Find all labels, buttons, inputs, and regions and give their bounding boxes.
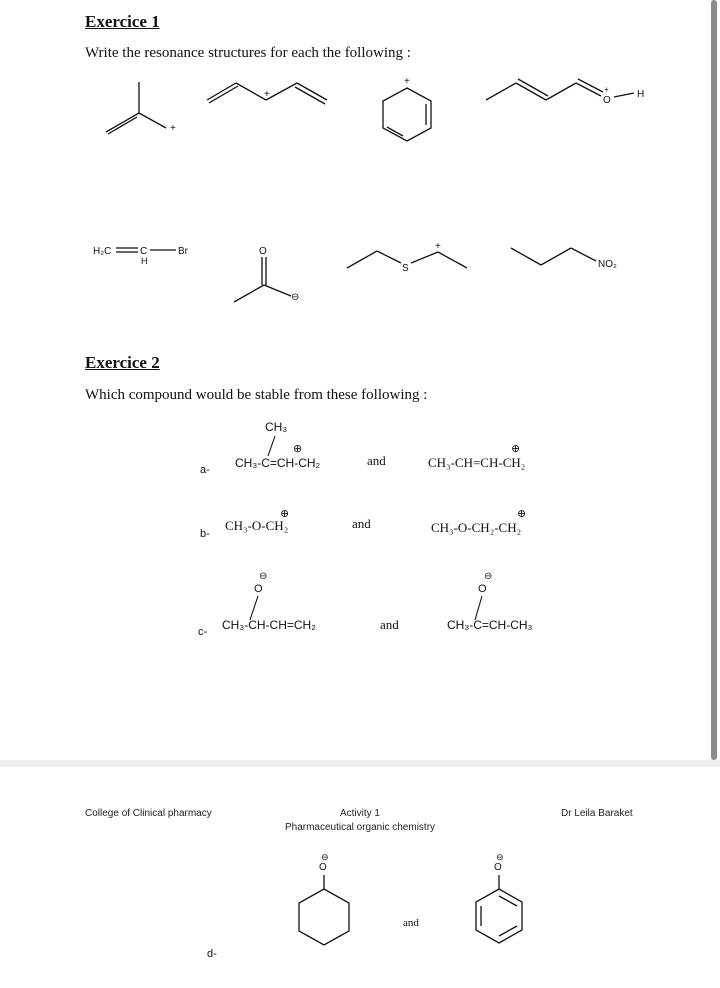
charge-plus: ⊕ bbox=[280, 508, 290, 520]
document-page-2 bbox=[0, 767, 710, 988]
item-letter: d- bbox=[207, 948, 217, 960]
and-word: and bbox=[367, 453, 386, 468]
cyclohexyl-ring bbox=[299, 889, 349, 945]
footer-center-line1: Activity 1 bbox=[339, 808, 380, 819]
nitro-label: NO₂ bbox=[598, 259, 617, 270]
h2c-label: H₂C bbox=[93, 246, 112, 257]
footer-left: College of Clinical pharmacy bbox=[85, 808, 212, 819]
exercise2-instruction: Which compound would be stable from these following : bbox=[85, 387, 428, 403]
page-gap bbox=[0, 760, 720, 767]
charge-minus: ⊖ bbox=[321, 852, 329, 862]
phenyl-ring bbox=[476, 889, 522, 943]
plus-charge: + bbox=[604, 85, 609, 94]
hydrogen-label: H bbox=[637, 89, 645, 100]
methyl-substituent: CH₃ bbox=[265, 420, 288, 434]
item-c-right-compound: CH₃-C=CH-CH₃ bbox=[447, 618, 533, 632]
charge-minus: ⊖ bbox=[496, 852, 504, 862]
footer-right: Dr Leila Baraket bbox=[561, 808, 633, 819]
oxygen-label: O bbox=[319, 862, 327, 873]
plus-charge: + bbox=[435, 241, 441, 252]
charge-plus: ⊕ bbox=[293, 443, 303, 455]
item-b-left-compound: CH₃-O-CH₂ bbox=[225, 518, 289, 533]
footer-center-line2: Pharmaceutical organic chemistry bbox=[284, 822, 436, 833]
hydrogen-label: H bbox=[141, 256, 148, 266]
charge-plus: ⊕ bbox=[517, 508, 527, 520]
minus-charge: ⊖ bbox=[291, 292, 300, 303]
carbon-label: C bbox=[140, 246, 148, 257]
plus-charge: + bbox=[264, 89, 270, 100]
plus-charge: + bbox=[170, 123, 176, 134]
charge-minus: ⊖ bbox=[484, 571, 493, 582]
item-d-structures bbox=[0, 767, 710, 988]
item-letter: b- bbox=[200, 528, 210, 540]
charge-minus: ⊖ bbox=[259, 571, 268, 582]
oxygen-label: O bbox=[259, 246, 267, 257]
oxygen-label: O bbox=[254, 583, 263, 595]
oxygen-label: O bbox=[478, 583, 487, 595]
oxygen-label: O bbox=[494, 862, 502, 873]
item-a-left-compound: CH₃-C=CH-CH₂ bbox=[235, 456, 321, 470]
exercise2-title: Exercice 2 bbox=[85, 353, 160, 372]
item-b-right-compound: CH₃-O-CH₂-CH₂ bbox=[431, 520, 522, 535]
oxygen-label: O bbox=[603, 95, 611, 106]
item-c-left-compound: CH₃-CH-CH=CH₂ bbox=[222, 618, 316, 632]
item-letter: a- bbox=[200, 464, 210, 476]
exercise1-instruction: Write the resonance structures for each the following : bbox=[85, 45, 411, 61]
and-word: and bbox=[380, 617, 399, 632]
charge-plus: ⊕ bbox=[511, 443, 521, 455]
and-word: and bbox=[403, 917, 419, 929]
and-word: and bbox=[352, 516, 371, 531]
bromine-label: Br bbox=[178, 246, 188, 257]
scrollbar[interactable] bbox=[711, 0, 717, 760]
item-letter: c- bbox=[198, 626, 208, 638]
plus-charge: + bbox=[404, 76, 410, 87]
sulfur-label: S bbox=[402, 263, 409, 274]
exercise1-title: Exercice 1 bbox=[85, 12, 160, 31]
item-a-right-compound: CH₃-CH=CH-CH₂ bbox=[428, 455, 526, 470]
